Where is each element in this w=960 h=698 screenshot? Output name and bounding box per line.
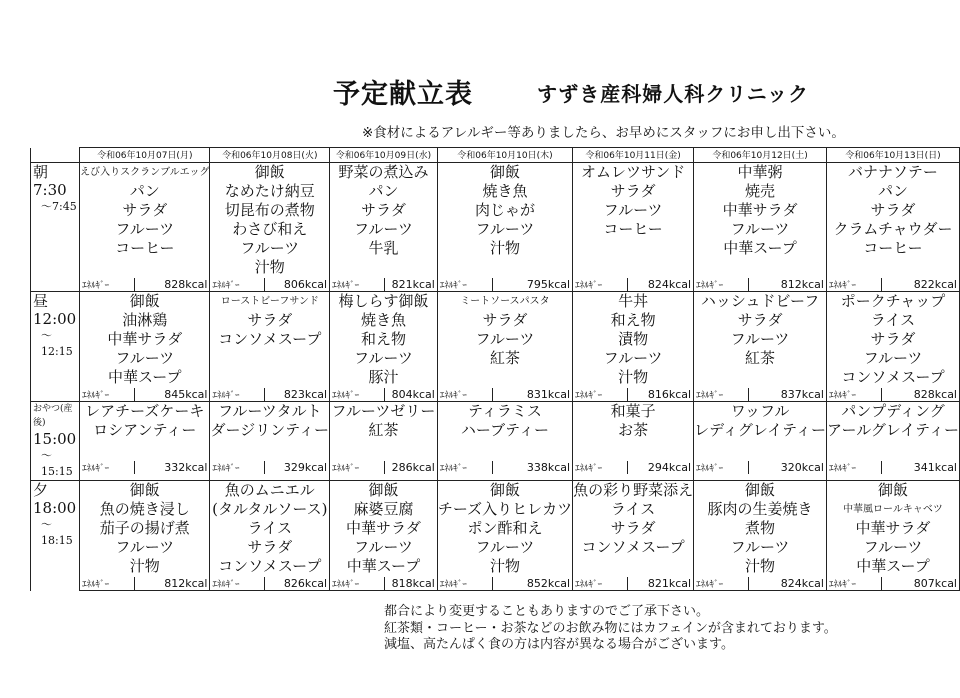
dish-cell [573, 163, 694, 278]
calorie-cell [330, 576, 438, 591]
calorie-cell [573, 576, 694, 591]
calorie-cell [330, 277, 438, 292]
dish-item: 汁物 [618, 368, 649, 386]
dish-item: 牛丼 [618, 292, 649, 310]
calorie-box [80, 576, 209, 590]
footer-note: 紅茶類・コーヒー・お茶などのお飲み物にはカフェインが含まれております。 [384, 620, 837, 636]
calorie-row [31, 576, 960, 591]
dish-item: 中華サラダ [722, 201, 798, 219]
calorie-cell [826, 576, 959, 591]
dish-item: ハーブティー [460, 421, 549, 439]
calorie-box [210, 277, 329, 291]
calorie-cell [573, 387, 694, 402]
energy-label: ｴﾈﾙｷﾞｰ [330, 278, 385, 291]
energy-label: ｴﾈﾙｷﾞｰ [210, 388, 265, 401]
dish-cell [573, 292, 694, 388]
dish-item: 野菜の煮込み [338, 163, 429, 181]
energy-label: ｴﾈﾙｷﾞｰ [694, 278, 749, 291]
calorie-box [330, 461, 437, 475]
dish-item: 紅茶 [489, 349, 520, 367]
dish-item: コンソメスープ [218, 557, 322, 575]
calorie-cell [437, 576, 572, 591]
meal-label-cell [31, 163, 80, 292]
dish-item: 魚の焼き浸し [99, 500, 190, 518]
calorie-cell [694, 387, 827, 402]
calorie-box [694, 387, 826, 401]
dish-item: 魚のムニエル [224, 481, 315, 499]
calorie-box [330, 387, 437, 401]
dish-item: フルーツ [730, 330, 790, 348]
energy-value: 341kcal [913, 461, 957, 475]
dish-item: 漬物 [618, 330, 649, 348]
meal-start-time: 7:30 [33, 181, 67, 199]
dish-item: サラダ [870, 201, 916, 219]
calorie-cell [437, 387, 572, 402]
date-header: 令和06年10月11日(金) [573, 148, 694, 163]
dish-cell [694, 163, 827, 278]
dish-item: 中華サラダ [107, 330, 183, 348]
dish-item: ポン酢和え [467, 519, 543, 537]
energy-label: ｴﾈﾙｷﾞｰ [438, 388, 493, 401]
calorie-box [330, 576, 437, 590]
dish-item: レディグレイティー [694, 421, 826, 439]
dish-item: 御飯 [745, 481, 776, 499]
dish-item: 中華風ロールキャベツ [843, 504, 943, 515]
dish-item: 中華サラダ [346, 519, 421, 537]
energy-value: 329kcal [283, 461, 328, 475]
energy-value: 807kcal [913, 576, 957, 590]
energy-label: ｴﾈﾙｷﾞｰ [438, 577, 493, 590]
calorie-box [438, 277, 572, 291]
dish-item: 御飯 [129, 292, 160, 310]
energy-label: ｴﾈﾙｷﾞｰ [827, 278, 882, 291]
dish-item: サラダ [482, 311, 528, 329]
dish-cell [573, 481, 694, 577]
meal-label-cell [31, 292, 80, 402]
date-header: 令和06年10月10日(木) [437, 148, 572, 163]
meal-label-cell [31, 402, 80, 481]
energy-label: ｴﾈﾙｷﾞｰ [80, 577, 135, 590]
energy-label: ｴﾈﾙｷﾞｰ [573, 577, 628, 590]
dish-cell [826, 163, 959, 278]
meal-row [31, 163, 960, 278]
dish-item: サラダ [247, 538, 293, 556]
dish-item: オムレツサンド [580, 163, 686, 181]
dish-item: 麻婆豆腐 [353, 500, 414, 518]
dish-item: 汁物 [745, 557, 776, 575]
energy-label: ｴﾈﾙｷﾞｰ [330, 388, 385, 401]
menu-table [30, 147, 960, 591]
dish-item: レアチーズケーキ [85, 402, 205, 420]
calorie-box [694, 576, 826, 590]
dish-item: フルーツ [354, 349, 413, 367]
meal-row [31, 402, 960, 461]
energy-value: 831kcal [526, 387, 571, 401]
dish-item: クラムチャウダー [833, 220, 953, 238]
energy-value: 824kcal [780, 576, 824, 590]
calorie-cell [826, 277, 959, 292]
energy-value: 823kcal [283, 387, 328, 401]
calorie-box [827, 576, 959, 590]
dish-item: ワッフル [730, 402, 790, 420]
dish-item: わさび和え [232, 220, 308, 238]
dish-item: 汁物 [489, 239, 520, 257]
energy-value: 821kcal [647, 576, 692, 590]
energy-value: 818kcal [391, 576, 435, 590]
calorie-box [80, 387, 209, 401]
energy-value: 320kcal [780, 461, 824, 475]
date-header-row [31, 148, 960, 163]
energy-label: ｴﾈﾙｷﾞｰ [438, 278, 493, 291]
energy-value: 294kcal [647, 461, 692, 475]
meal-start-time: 12:00 [33, 310, 77, 328]
dish-cell [826, 292, 959, 388]
calorie-box [827, 387, 959, 401]
dish-item: 茄子の揚げ煮 [99, 519, 190, 537]
dish-cell [437, 163, 572, 278]
page-title: 予定献立表 [333, 79, 473, 110]
energy-value: 812kcal [780, 277, 824, 291]
dish-item: 御飯 [489, 163, 520, 181]
dish-cell [573, 402, 694, 461]
energy-value: 837kcal [780, 387, 824, 401]
dish-item: 紅茶 [368, 421, 399, 439]
dish-item: ダージリンティー [210, 421, 330, 439]
calorie-cell [210, 576, 330, 591]
dish-item: フルーツ [475, 330, 535, 348]
date-header: 令和06年10月12日(土) [694, 148, 827, 163]
dish-item: フルーツ [354, 220, 413, 238]
meal-start-time: 18:00 [33, 499, 77, 517]
calorie-box [210, 576, 329, 590]
energy-value: 828kcal [913, 387, 957, 401]
dish-item: コーヒー [603, 220, 663, 238]
date-header: 令和06年10月08日(火) [210, 148, 330, 163]
calorie-cell [330, 387, 438, 402]
dish-item: サラダ [361, 201, 406, 219]
energy-label: ｴﾈﾙｷﾞｰ [694, 577, 749, 590]
calorie-box [210, 461, 329, 475]
dish-item: 和え物 [360, 330, 406, 348]
dish-item: フルーツ [863, 349, 923, 367]
dish-item: ティラミス [468, 402, 542, 420]
dish-cell [210, 292, 330, 388]
dish-item: ライス [870, 311, 916, 329]
calorie-box [694, 277, 826, 291]
dish-item: お茶 [618, 421, 649, 439]
dish-item: 焼き魚 [482, 182, 528, 200]
dish-item: フルーツ [730, 538, 790, 556]
energy-label: ｴﾈﾙｷﾞｰ [210, 278, 265, 291]
energy-label: ｴﾈﾙｷﾞｰ [573, 461, 628, 474]
energy-value: 332kcal [164, 461, 208, 475]
meal-name: 朝 [33, 163, 49, 181]
dish-cell [210, 402, 330, 461]
dish-item: バナナソテー [848, 163, 938, 181]
dish-item: フルーツ [240, 239, 300, 257]
dish-item: 中華スープ [723, 239, 797, 257]
dish-item: サラダ [610, 182, 656, 200]
calorie-cell [210, 277, 330, 292]
dish-item: パン [368, 182, 399, 200]
dish-item: フルーツ [354, 538, 413, 556]
dish-item: チーズ入りヒレカツ [437, 500, 573, 518]
dish-item: フルーツ [475, 538, 535, 556]
dish-item: 御飯 [368, 481, 399, 499]
meal-end-time: ～7:45 [41, 200, 77, 213]
dish-item: 切昆布の煮物 [224, 201, 315, 219]
meal-name: おやつ(産後) [33, 404, 73, 428]
dish-item: 中華スープ [856, 557, 930, 575]
allergy-note: ※食材によるアレルギー等ありましたら、お早めにスタッフにお申し出下さい。 [362, 125, 845, 141]
dish-item: 御飯 [489, 481, 520, 499]
calorie-box [694, 461, 826, 475]
calorie-row [31, 461, 960, 481]
dish-item: 焼き魚 [360, 311, 406, 329]
dish-cell [330, 481, 438, 577]
energy-value: 828kcal [164, 277, 208, 291]
meal-name: 夕 [33, 481, 49, 499]
energy-label: ｴﾈﾙｷﾞｰ [438, 461, 493, 474]
dish-item: アールグレイティー [826, 421, 959, 439]
dish-item: フルーツ [730, 220, 790, 238]
dish-item: フルーツ [863, 538, 923, 556]
dish-item: 汁物 [489, 557, 520, 575]
corner-cell [31, 148, 80, 163]
calorie-cell [573, 277, 694, 292]
energy-value: 812kcal [164, 576, 208, 590]
meal-row [31, 292, 960, 388]
dish-item: 汁物 [254, 258, 285, 276]
dish-cell [80, 163, 210, 278]
meal-end-time: ～12:15 [41, 329, 73, 358]
energy-value: 822kcal [913, 277, 957, 291]
dish-item: 中華スープ [108, 368, 182, 386]
date-header: 令和06年10月07日(月) [80, 148, 210, 163]
dish-cell [437, 292, 572, 388]
calorie-box [80, 277, 209, 291]
calorie-cell [80, 387, 210, 402]
calorie-box [330, 277, 437, 291]
calorie-box [827, 461, 959, 475]
calorie-cell [694, 576, 827, 591]
dish-item: 和え物 [610, 311, 656, 329]
calorie-cell [80, 277, 210, 292]
calorie-box [80, 461, 209, 475]
meal-row [31, 481, 960, 577]
dish-cell [826, 402, 959, 461]
dish-item: コーヒー [863, 239, 923, 257]
calorie-box [438, 461, 572, 475]
calorie-box [438, 387, 572, 401]
meal-start-time: 15:00 [33, 430, 77, 448]
energy-label: ｴﾈﾙｷﾞｰ [80, 278, 135, 291]
dish-item: えび入りスクランブルエッグ [80, 167, 210, 178]
energy-value: 804kcal [391, 387, 435, 401]
dish-item: フルーツタルト [217, 402, 322, 420]
dish-item: ミートソースパスタ [460, 296, 550, 307]
energy-value: 852kcal [526, 576, 571, 590]
dish-item: サラダ [247, 311, 293, 329]
dish-item: パン [129, 182, 160, 200]
dish-item: ライス [610, 500, 656, 518]
energy-label: ｴﾈﾙｷﾞｰ [827, 577, 882, 590]
energy-label: ｴﾈﾙｷﾞｰ [694, 388, 749, 401]
energy-value: 338kcal [526, 461, 571, 475]
calorie-box [827, 277, 959, 291]
energy-label: ｴﾈﾙｷﾞｰ [573, 278, 628, 291]
dish-item: サラダ [737, 311, 783, 329]
dish-cell [330, 163, 438, 278]
dish-item: フルーツ [475, 220, 535, 238]
dish-item: サラダ [610, 519, 656, 537]
footer-notes [384, 604, 837, 654]
dish-item: 肉じゃが [474, 201, 535, 219]
dish-item: 油淋鶏 [122, 311, 168, 329]
date-header: 令和06年10月09日(水) [330, 148, 438, 163]
dish-item: 御飯 [877, 481, 908, 499]
dish-item: パンプディング [841, 402, 945, 420]
energy-value: 824kcal [647, 277, 692, 291]
date-header: 令和06年10月13日(日) [826, 148, 959, 163]
dish-item: フルーツ [115, 349, 175, 367]
calorie-row [31, 387, 960, 402]
dish-item: コンソメスープ [218, 330, 322, 348]
dish-item: フルーツ [603, 349, 663, 367]
meal-label-cell [31, 481, 80, 591]
meal-end-time: ～15:15 [41, 449, 73, 478]
dish-item: 梅しらす御飯 [338, 292, 429, 310]
dish-item: 和菓子 [610, 402, 656, 420]
dish-cell [437, 481, 572, 577]
dish-item: 御飯 [129, 481, 160, 499]
energy-label: ｴﾈﾙｷﾞｰ [694, 461, 749, 474]
dish-item: パン [877, 182, 908, 200]
dish-item: 中華粥 [737, 163, 783, 181]
meal-name: 昼 [33, 292, 49, 310]
calorie-cell [437, 461, 572, 481]
energy-value: 795kcal [526, 277, 571, 291]
calorie-box [210, 387, 329, 401]
energy-value: 826kcal [283, 576, 328, 590]
calorie-box [438, 576, 572, 590]
dish-cell [694, 402, 827, 461]
dish-item: フルーツ [115, 220, 175, 238]
dish-cell [694, 292, 827, 388]
energy-value: 845kcal [164, 387, 208, 401]
dish-item: 中華サラダ [855, 519, 931, 537]
dish-item: フルーツ [603, 201, 663, 219]
energy-label: ｴﾈﾙｷﾞｰ [330, 577, 385, 590]
energy-label: ｴﾈﾙｷﾞｰ [827, 388, 882, 401]
energy-label: ｴﾈﾙｷﾞｰ [80, 388, 135, 401]
energy-label: ｴﾈﾙｷﾞｰ [330, 461, 385, 474]
dish-item: サラダ [870, 330, 916, 348]
calorie-cell [437, 277, 572, 292]
calorie-cell [694, 461, 827, 481]
dish-cell [210, 481, 330, 577]
energy-value: 286kcal [391, 461, 435, 475]
dish-item: ハッシュドビーフ [700, 292, 820, 310]
dish-item: 焼売 [745, 182, 776, 200]
energy-label: ｴﾈﾙｷﾞｰ [827, 461, 882, 474]
dish-item: 豚肉の生姜焼き [707, 500, 813, 518]
dish-item: 牛乳 [368, 239, 399, 257]
calorie-cell [80, 576, 210, 591]
dish-item: ロシアンティー [93, 421, 197, 439]
footer-note: 都合により変更することもありますのでご了承下さい。 [384, 604, 710, 619]
dish-item: コーヒー [115, 239, 175, 257]
dish-cell [330, 402, 438, 461]
dish-item: 魚の彩り野菜添え [573, 481, 694, 499]
calorie-box [573, 576, 693, 590]
energy-label: ｴﾈﾙｷﾞｰ [80, 461, 135, 474]
energy-label: ｴﾈﾙｷﾞｰ [210, 577, 265, 590]
calorie-cell [210, 461, 330, 481]
dish-item: 紅茶 [745, 349, 776, 367]
dish-cell [330, 292, 438, 388]
calorie-box [573, 277, 693, 291]
meal-end-time: ～18:15 [41, 518, 73, 547]
dish-item: 御飯 [254, 163, 285, 181]
energy-label: ｴﾈﾙｷﾞｰ [210, 461, 265, 474]
dish-item: ローストビーフサンド [220, 296, 319, 307]
calorie-cell [573, 461, 694, 481]
dish-cell [694, 481, 827, 577]
dish-item: 豚汁 [368, 368, 399, 386]
energy-label: ｴﾈﾙｷﾞｰ [573, 388, 628, 401]
calorie-cell [694, 277, 827, 292]
calorie-cell [826, 387, 959, 402]
energy-value: 806kcal [283, 277, 328, 291]
energy-value: 821kcal [391, 277, 435, 291]
dish-cell [80, 292, 210, 388]
calorie-box [573, 387, 693, 401]
dish-cell [437, 402, 572, 461]
dish-item: サラダ [122, 201, 168, 219]
dish-item: コンソメスープ [841, 368, 945, 386]
dish-item: フルーツゼリー [331, 402, 436, 420]
dish-cell [826, 481, 959, 577]
dish-item: なめたけ納豆 [224, 182, 315, 200]
dish-cell [80, 481, 210, 577]
dish-cell [80, 402, 210, 461]
calorie-box [573, 461, 693, 475]
calorie-cell [826, 461, 959, 481]
calorie-cell [80, 461, 210, 481]
dish-item: 煮物 [745, 519, 776, 537]
dish-item: ポークチャップ [840, 292, 946, 310]
calorie-row [31, 277, 960, 292]
dish-item: (タルタルソース) [212, 500, 328, 518]
calorie-cell [330, 461, 438, 481]
dish-item: フルーツ [115, 538, 175, 556]
dish-item: ライス [247, 519, 292, 537]
dish-cell [210, 163, 330, 278]
clinic-name: すずき産科婦人科クリニック [537, 82, 809, 106]
dish-item: コンソメスープ [581, 538, 685, 556]
calorie-cell [210, 387, 330, 402]
dish-item: 中華スープ [346, 557, 421, 575]
dish-item: 汁物 [129, 557, 160, 575]
footer-note: 減塩、高たんぱく食の方は内容が異なる場合がございます。 [384, 637, 734, 652]
energy-value: 816kcal [647, 387, 692, 401]
